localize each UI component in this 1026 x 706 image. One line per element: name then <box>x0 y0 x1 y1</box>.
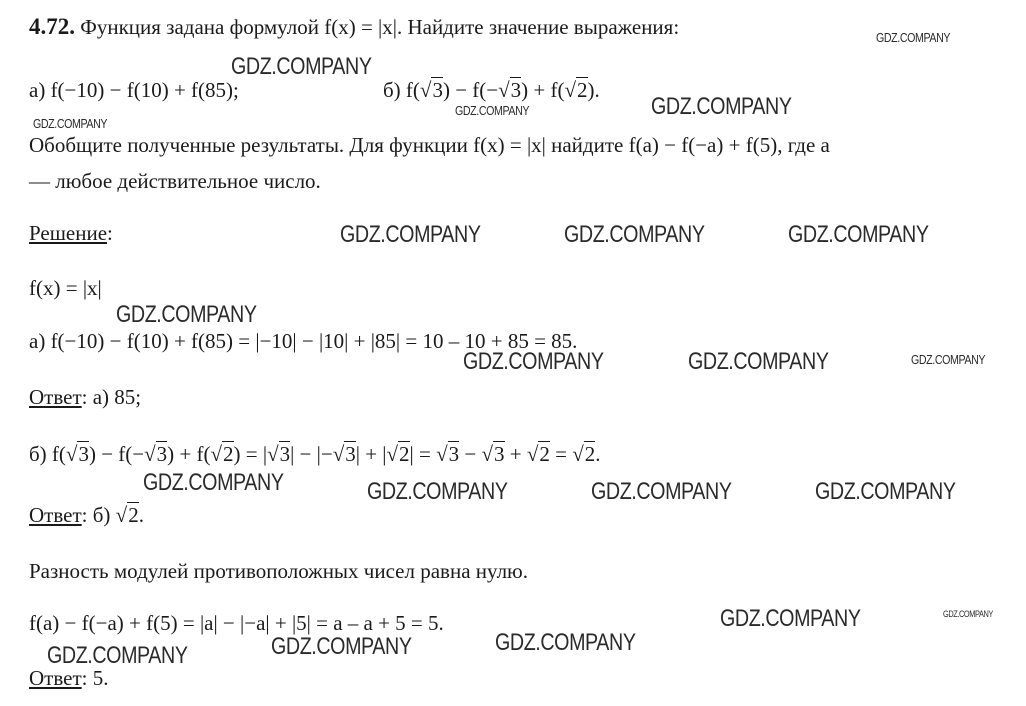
watermark: GDZ.COMPANY <box>591 478 732 505</box>
solution-heading: Решение: <box>29 221 113 245</box>
watermark: GDZ.COMPANY <box>231 53 372 80</box>
problem-header <box>29 14 679 40</box>
answer-general: Ответ: 5. <box>29 666 109 690</box>
sqrt-3: √3 <box>498 78 522 102</box>
calculation-general: f(a) − f(−a) + f(5) = |a| − |−a| + |5| = a – a + 5 = 5. <box>29 611 444 635</box>
answer-a: Ответ: а) 85; <box>29 385 142 409</box>
problem-part-b: б) f(√3) − f(−√3) + f(√2). <box>383 78 600 102</box>
watermark: GDZ.COMPANY <box>271 633 412 660</box>
calculation-b: б) f(√3) − f(−√3) + f(√2) = |√3| − |−√3| + |√2| = √3 − √3 + √2 = √2. <box>29 442 601 466</box>
watermark: GDZ.COMPANY <box>943 609 993 619</box>
problem-part-a: а) f(−10) − f(10) + f(85); <box>29 78 239 102</box>
watermark: GDZ.COMPANY <box>651 93 792 120</box>
note-text: Разность модулей противоположных чисел равна нулю. <box>29 559 528 583</box>
watermark: GDZ.COMPANY <box>876 30 951 45</box>
watermark: GDZ.COMPANY <box>911 352 986 367</box>
watermark: GDZ.COMPANY <box>367 478 508 505</box>
problem-statement: Функция задана формулой f(x) = |x|. Найдите значение выражения: <box>80 15 680 39</box>
watermark: GDZ.COMPANY <box>463 348 604 375</box>
watermark: GDZ.COMPANY <box>815 478 956 505</box>
generalize-line-2: — любое действительное число. <box>29 169 321 193</box>
generalize-line-1: Обобщите полученные результаты. Для функции f(x) = |x| найдите f(a) − f(−a) + f(5), где a <box>29 133 830 157</box>
watermark: GDZ.COMPANY <box>33 116 108 131</box>
answer-b: Ответ: б) √2. <box>29 503 144 527</box>
sqrt-2: √2 <box>564 78 588 102</box>
function-definition: f(x) = |x| <box>29 276 102 300</box>
watermark: GDZ.COMPANY <box>688 348 829 375</box>
watermark: GDZ.COMPANY <box>720 605 861 632</box>
watermark: GDZ.COMPANY <box>788 221 929 248</box>
watermark: GDZ.COMPANY <box>495 629 636 656</box>
watermark: GDZ.COMPANY <box>340 221 481 248</box>
calculation-a: а) f(−10) − f(10) + f(85) = |−10| − |10| + |85| = 10 – 10 + 85 = 85. <box>29 329 578 353</box>
watermark: GDZ.COMPANY <box>47 642 188 669</box>
watermark: GDZ.COMPANY <box>143 469 284 496</box>
problem-number: 4.72. <box>29 14 75 39</box>
watermark: GDZ.COMPANY <box>564 221 705 248</box>
sqrt-3: √3 <box>419 78 443 102</box>
watermark: GDZ.COMPANY <box>455 103 530 118</box>
watermark: GDZ.COMPANY <box>116 301 257 328</box>
